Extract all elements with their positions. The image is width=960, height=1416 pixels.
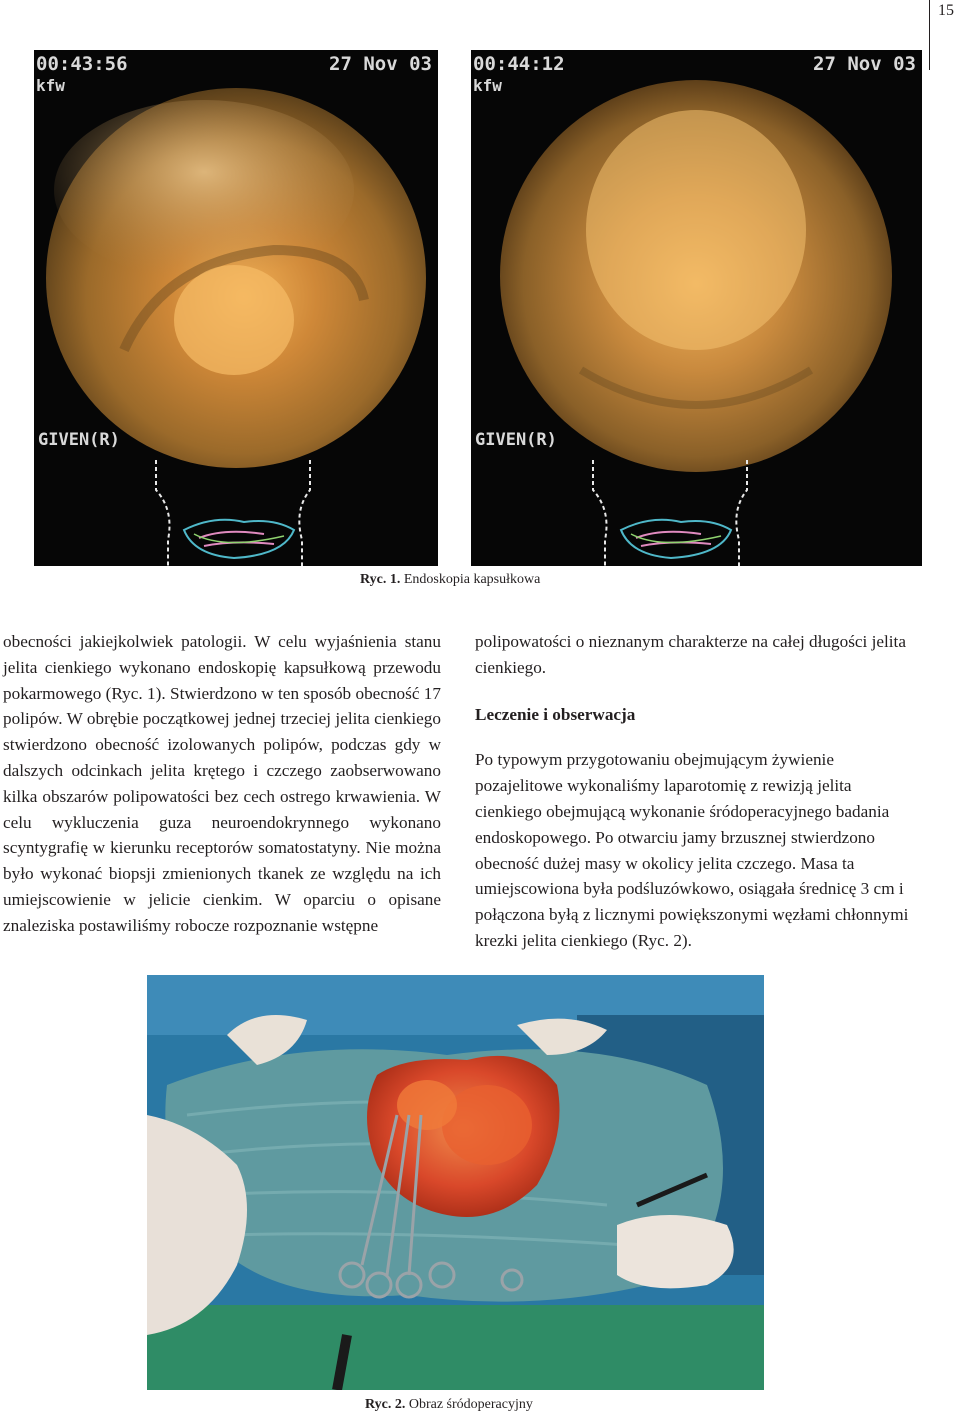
left-text-column: [3, 629, 441, 939]
endoscopy-timestamp-right: 00:44:12: [473, 53, 565, 75]
figure-2-intraoperative-photo: [147, 975, 764, 1390]
page-number: 15: [938, 2, 954, 19]
figure-1-caption-label: Ryc. 1.: [360, 572, 401, 587]
right-text-column: [475, 629, 911, 954]
figure-1: [34, 50, 922, 566]
endoscopy-timestamp-left: 00:43:56: [36, 53, 128, 75]
endoscopy-subtag-right: kfw: [473, 76, 502, 95]
right-paragraph-1: polipowatości o nieznanym charakterze na całej długości jelita cienkiego.: [475, 632, 906, 677]
capsule-location-diagram-right: [581, 460, 761, 566]
figure-2-caption: [365, 1397, 533, 1413]
figure-1-caption: [360, 572, 540, 588]
figure-1-caption-text: Endoskopia kapsułkowa: [400, 572, 541, 587]
endoscopy-subtag-left: kfw: [36, 76, 65, 95]
endoscopy-date-right: 27 Nov 03: [813, 53, 916, 75]
section-heading: Leczenie i obserwacja: [475, 704, 636, 724]
endoscopy-image-left: [34, 50, 438, 566]
left-paragraph: obecności jakiejkolwiek patologii. W celu wyjaśnienia stanu jelita cienkiego wykonano endoskopię kapsułkową przewodu pokarmowego (Ryc. 1). Stwierdzono w ten sposób obecność 17 polipów. W obrębie początkowej jednej trzeciej jelita cienkiego stwierdzono obecność izolowanych polipów, podczas gdy w dalszych odcinkach jelita krętego i czczego zaobserwowano kilka obszarów polipowatości bez cech ostrego krwawienia. W celu wykluczenia guza neuroendokrynnego wykonano scyntygrafię w kierunku receptorów somatostatyny. Nie można było wykonać biopsji zmienionych tkanek ze względu na ich umiejscowienie w jelicie cienkim. W oparciu o opisane znaleziska postawiliśmy robocze rozpoznanie wstępne: [3, 632, 441, 935]
intraoperative-scene: [147, 975, 764, 1390]
page-rule: [929, 0, 930, 70]
endoscopy-date-left: 27 Nov 03: [329, 53, 432, 75]
endoscopy-brand-left: GIVEN(R): [38, 430, 120, 450]
endoscopy-brand-right: GIVEN(R): [475, 430, 557, 450]
right-paragraph-2: Po typowym przygotowaniu obejmującym żywienie pozajelitowe wykonaliśmy laparotomię z rewizją jelita cienkiego obejmującą wykonanie śródoperacyjnego badania endoskopowego. Po otwarciu jamy brzusznej stwierdzono obecność dużej masy w okolicy jelita czczego. Masa ta umiejscowiona była podśluzówkowo, osiągała średnicę 3 cm i połączona byłą z licznymi powiększonymi węzłami chłonnymi krezki jelita cienkiego (Ryc. 2).: [475, 750, 909, 950]
figure-2-caption-label: Ryc. 2.: [365, 1397, 406, 1412]
figure-2-caption-text: Obraz śródoperacyjny: [405, 1397, 533, 1412]
endoscopy-image-right: [471, 50, 922, 566]
capsule-location-diagram-left: [144, 460, 324, 566]
